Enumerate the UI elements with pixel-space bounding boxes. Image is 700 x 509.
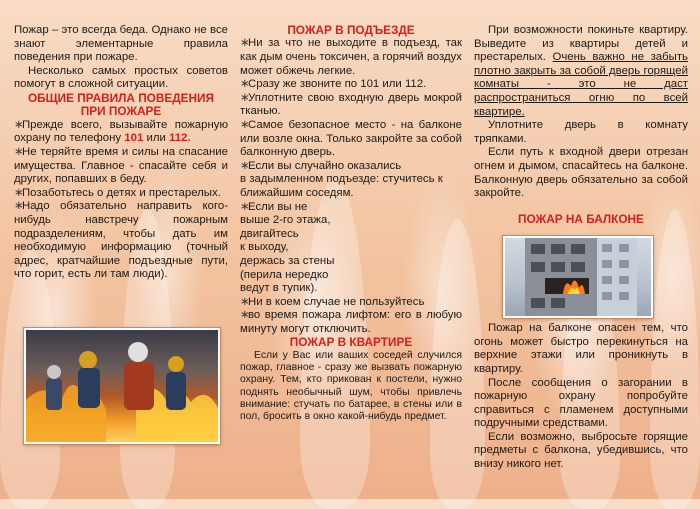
- item-text: двигайтесь: [240, 227, 299, 240]
- list-item: [240, 37, 462, 78]
- leave-apartment-paragraph: [474, 24, 688, 119]
- bullet-icon: ∗: [240, 309, 250, 322]
- column-general-rules: [14, 24, 228, 282]
- rule-text: Надо обязательно направить кого-нибудь навстречу пожарным подразделениям, чтобы дать им необходимую информацию (точный адрес, кратчайшие подъездные пути, что горит, есть ли там люди).: [14, 200, 228, 281]
- bullet-icon: ∗: [240, 159, 250, 172]
- item-text: Самое безопасное место - на балконе или возле окна. Только закройте за собой балконную дверь.: [240, 118, 462, 159]
- important-note: Очень важно не забыть плотно закрыть за собой дверь горящей комнаты - это не даст распространиться огню по всей квартире.: [474, 51, 688, 118]
- general-rules-heading: ОБЩИЕ ПРАВИЛА ПОВЕДЕНИЯ ПРИ ПОЖАРЕ: [28, 90, 214, 119]
- rule-text: Прежде всего, вызывайте пожарную охрану по телефону: [14, 118, 228, 145]
- bullet-icon: ∗: [14, 145, 24, 158]
- rule-text: Не теряйте время и силы на спасание имущества. Главное - спасайте себя и других, попавших в беду.: [14, 145, 228, 186]
- burning-balcony-photo: [503, 236, 653, 318]
- throw-objects-paragraph: Если возможно, выбросьте горящие предметы с балкона, убедившись, что внизу никого нет.: [474, 430, 688, 471]
- building-illustration: [505, 238, 651, 316]
- column-stairwell-fire: [240, 24, 462, 424]
- rule-meet-firefighters: [14, 200, 228, 282]
- balcony-fire-heading: ПОЖАР НА БАЛКОНЕ: [518, 211, 644, 226]
- bullet-icon: ∗: [240, 78, 250, 91]
- list-item: [240, 92, 462, 119]
- rule-text: или: [143, 132, 169, 145]
- item-text: Если вы случайно оказались: [248, 159, 402, 172]
- intro-paragraph: Пожар – это всегда беда. Однако не все знают элементарные правила поведения при пожаре.: [14, 24, 228, 64]
- bullet-icon: ∗: [240, 118, 250, 131]
- paragraph-text: При возможности покиньте квартиру. Выведите из квартиры детей и престарелых.: [474, 24, 688, 64]
- list-item: [240, 201, 462, 296]
- intro-advice: Несколько самых простых советов помогут в сложной ситуации.: [14, 64, 228, 91]
- balcony-escape-paragraph: Если путь к входной двери отрезан огнем и дымом, спасайтесь на балконе. Балконную дверь обязательно за собой закройте.: [474, 146, 688, 200]
- bullet-icon: ∗: [14, 200, 24, 213]
- rule-text: Позаботьтесь о детях и престарелых.: [22, 186, 221, 199]
- bullet-icon: ∗: [240, 200, 250, 213]
- item-text: ведут в тупик).: [240, 282, 318, 295]
- firefighters-photo: [24, 328, 220, 444]
- item-text: (перила нередко: [240, 268, 329, 281]
- rule-call-fire-service: [14, 119, 228, 146]
- item-text: во время пожара лифтом: его в любую минуту могут отключить.: [240, 309, 462, 335]
- item-text: держась за стены: [240, 254, 335, 267]
- item-text: в задымленном подъезде: стучитесь к ближайшим соседям.: [240, 173, 443, 199]
- list-item: [240, 160, 462, 201]
- list-item: [240, 296, 462, 310]
- balcony-danger-paragraph: Пожар на балконе опасен тем, что огонь может быстро перекинуться на верхние этажи или проникнуть в квартиру.: [474, 322, 688, 375]
- apartment-fire-heading: ПОЖАР В КВАРТИРЕ: [289, 335, 413, 350]
- bullet-icon: ∗: [240, 91, 250, 104]
- list-item: [240, 119, 462, 160]
- item-text: Уплотните свою входную дверь мокрой тканью.: [240, 91, 462, 118]
- apartment-fire-text: Если у Вас или ваших соседей случился пожар, главное - сразу же вызвать пожарную охрану. Тем, кто прикован к постели, нужно поднять необычный шум, чтобы привлечь внимание: стучать по батарее, в стены или в пол, бросить в окно какой-нибудь предмет.: [240, 349, 462, 423]
- bullet-icon: ∗: [240, 295, 250, 308]
- bullet-icon: ∗: [14, 186, 24, 199]
- bullet-icon: ∗: [14, 118, 24, 131]
- item-text: к выходу,: [240, 241, 289, 254]
- phone-number: 101: [124, 132, 144, 145]
- rule-children: [14, 187, 228, 201]
- seal-door-paragraph: Уплотните дверь в комнату тряпками.: [474, 119, 688, 145]
- list-item: [240, 78, 462, 92]
- item-text: выше 2-го этажа,: [240, 214, 331, 227]
- item-text: Ни за что не выходите в подъезд, так как дым очень токсичен, а горячий воздух может обжечь легкие.: [240, 37, 462, 77]
- item-text: Сразу же звоните по 101 или 112.: [248, 78, 427, 91]
- rule-save-people: [14, 146, 228, 187]
- list-item: [240, 309, 462, 336]
- stairwell-fire-heading: ПОЖАР В ПОДЪЕЗДЕ: [287, 23, 415, 37]
- extinguish-paragraph: После сообщения о загорании в пожарную охрану попробуйте справиться с пламенем доступными подручными средствами.: [474, 376, 688, 430]
- item-text: Если вы не: [248, 200, 308, 213]
- firefighters-illustration: [26, 330, 218, 442]
- item-text: Ни в коем случае не пользуйтесь: [248, 295, 425, 308]
- phone-number: 112.: [169, 132, 191, 145]
- bullet-icon: ∗: [240, 37, 250, 50]
